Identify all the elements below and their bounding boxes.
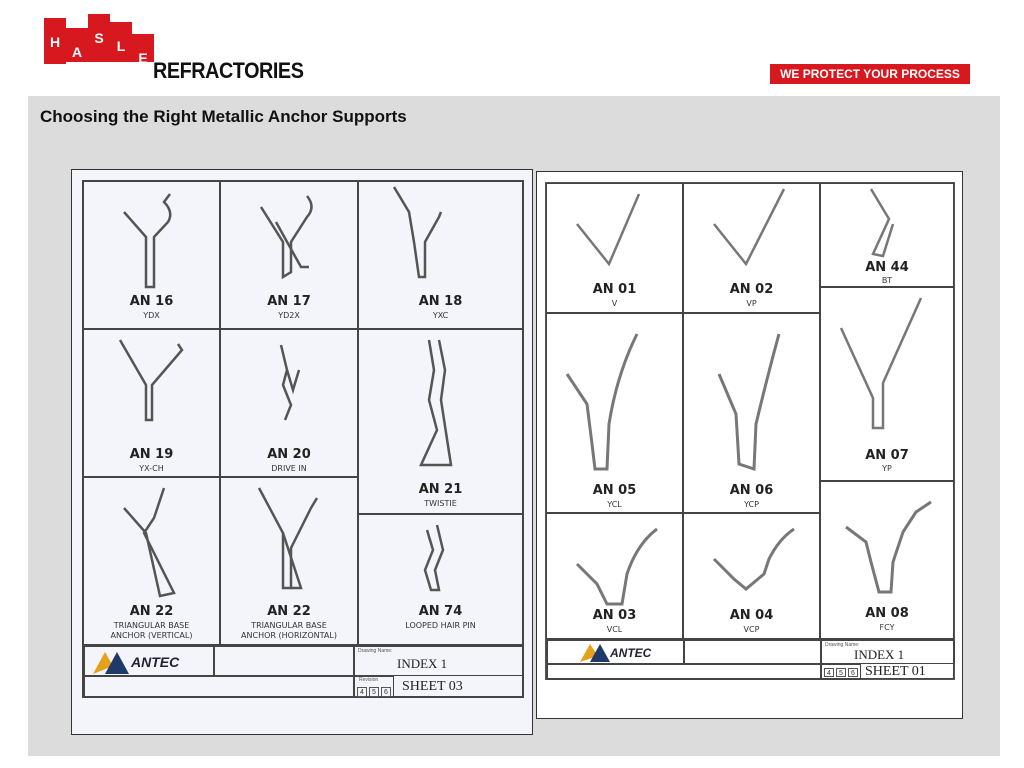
- company-name: ANTEC: [131, 654, 180, 670]
- revision-label: Revision: [359, 677, 379, 683]
- revision-number: 6: [381, 687, 391, 697]
- anchor-code: AN 44: [865, 260, 909, 275]
- logo-letter: L: [110, 22, 132, 62]
- anchor-cell: [820, 183, 954, 287]
- anchor-code: AN 17: [267, 294, 311, 309]
- hasle-logo: [44, 14, 314, 84]
- anchor-name: BT: [881, 276, 893, 285]
- anchor-code: AN 22: [129, 604, 174, 619]
- sheet-frame: [82, 180, 524, 698]
- anchor-name: FCY: [879, 623, 895, 632]
- drawing-name-label: Drawing Name:: [825, 642, 860, 648]
- anchor-cell: [820, 481, 954, 639]
- anchor-name: YDX: [143, 311, 160, 320]
- anchor-code: AN 22: [267, 604, 311, 619]
- address-block: [214, 646, 354, 676]
- anchor-name: V: [611, 299, 618, 308]
- company-logo: [547, 640, 684, 664]
- logo-letter: H: [44, 18, 66, 64]
- anchor-cell: [546, 513, 683, 639]
- page-title: Choosing the Right Metallic Anchor Supports: [40, 107, 407, 126]
- company-name: ANTEC: [610, 646, 652, 660]
- anchor-code: AN 20: [267, 447, 311, 462]
- anchor-cell: [820, 287, 954, 481]
- anchor-name: DRIVE IN: [271, 464, 307, 473]
- anchor-code: AN 21: [418, 482, 463, 497]
- anchor-cell: [358, 329, 523, 514]
- drawing-name: INDEX 1: [397, 656, 448, 671]
- anchor-name: VP: [746, 299, 757, 308]
- disclaimer-block: [84, 676, 354, 698]
- anchor-code: AN 07: [865, 448, 909, 463]
- address-block: [684, 640, 821, 664]
- header: [0, 0, 1024, 96]
- anchor-name: VCP: [743, 625, 760, 634]
- anchor-code: AN 05: [592, 483, 637, 498]
- drawing-name: INDEX 1: [854, 647, 905, 662]
- anchor-cell: [683, 313, 820, 513]
- tagline: WE PROTECT YOUR PROCESS: [770, 64, 970, 84]
- revision-number: 5: [369, 687, 379, 697]
- anchor-sheet-03: [71, 169, 533, 735]
- revision-number: 4: [824, 668, 834, 677]
- sheet-number: SHEET 03: [402, 679, 463, 694]
- sheet-number: SHEET 01: [865, 664, 926, 679]
- drawing-name-label: Drawing Name:: [358, 648, 393, 654]
- revision-number: 4: [357, 687, 367, 697]
- sheet-frame: [545, 182, 955, 680]
- anchor-code: AN 01: [592, 282, 637, 297]
- anchor-name: LOOPED HAIR PIN: [405, 621, 476, 630]
- anchor-cell: [220, 329, 358, 477]
- logo-letter: A: [66, 28, 88, 62]
- content-area: [28, 96, 1000, 756]
- anchor-cell: [683, 183, 820, 313]
- disclaimer-block: [547, 664, 821, 680]
- anchor-cell: [220, 477, 358, 645]
- anchor-code: AN 06: [729, 483, 774, 498]
- anchor-cell: [358, 181, 523, 329]
- revision-number: 5: [836, 668, 846, 677]
- revision-number: 6: [848, 668, 858, 677]
- anchor-name: TWISTIE: [424, 499, 457, 508]
- anchor-cell: [546, 313, 683, 513]
- anchor-cell: [683, 513, 820, 639]
- anchor-name: YD2X: [278, 311, 300, 320]
- title-block: [83, 645, 523, 697]
- logo-letter: E: [132, 34, 154, 62]
- brand-name: REFRACTORIES: [153, 58, 304, 83]
- anchor-code: AN 18: [418, 294, 463, 309]
- anchor-code: AN 02: [729, 282, 774, 297]
- anchor-name: YXC: [432, 311, 449, 320]
- anchor-code: AN 08: [865, 606, 909, 621]
- anchor-cell: [83, 329, 220, 477]
- anchor-cell: [358, 514, 523, 645]
- antec-logo-icon: [91, 648, 131, 676]
- anchor-code: AN 74: [418, 604, 463, 619]
- anchor-cell: [83, 477, 220, 645]
- anchor-name: YCP: [744, 500, 759, 509]
- revision-box: [821, 664, 861, 680]
- anchor-name: YX-CH: [139, 464, 164, 473]
- anchor-name: TRIANGULAR BASE ANCHOR (HORIZONTAL): [241, 621, 337, 640]
- anchor-cell: [83, 181, 220, 329]
- anchor-sheet-01: [536, 171, 963, 719]
- anchor-code: AN 04: [729, 608, 774, 623]
- drawing-name-box: [821, 640, 955, 664]
- title-block: [546, 639, 954, 679]
- anchor-name: YP: [882, 464, 892, 473]
- revision-box: [354, 676, 394, 698]
- logo-letter: S: [88, 14, 110, 62]
- anchor-name: VCL: [606, 625, 623, 634]
- company-logo: [84, 646, 214, 676]
- anchor-name: YCL: [607, 500, 622, 509]
- anchor-code: AN 16: [129, 294, 174, 309]
- anchor-cell: [546, 183, 683, 313]
- anchor-code: AN 19: [129, 447, 174, 462]
- anchor-name: TRIANGULAR BASE ANCHOR (VERTICAL): [110, 621, 193, 640]
- anchor-cell: [220, 181, 358, 329]
- anchor-code: AN 03: [592, 608, 637, 623]
- drawing-name-box: [354, 646, 524, 676]
